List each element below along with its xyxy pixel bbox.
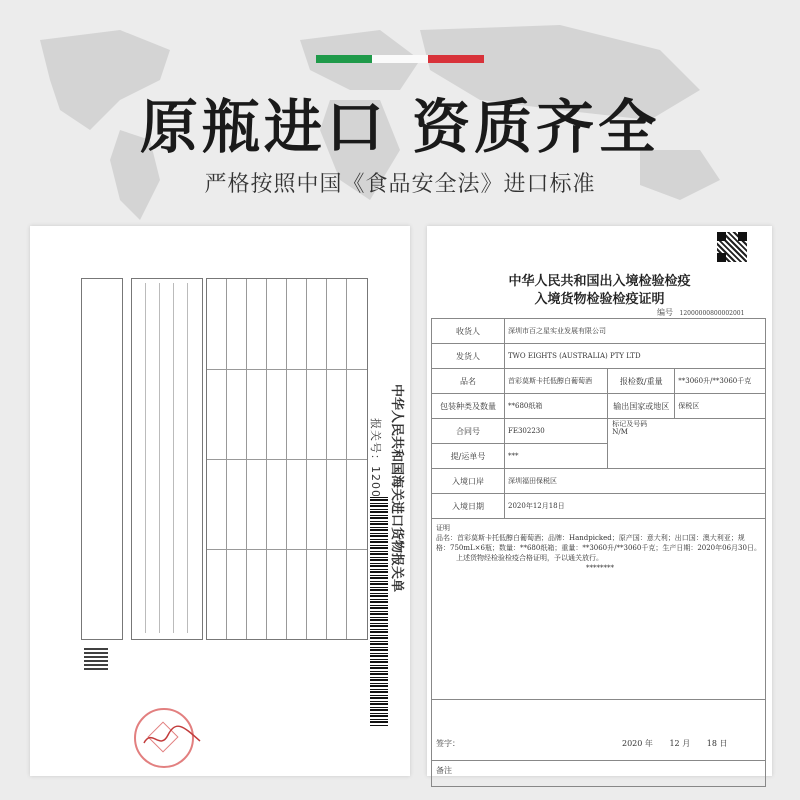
- certificate-table: [431, 318, 766, 787]
- packing-label: 包装种类及数量: [432, 394, 505, 419]
- bill-of-lading-label: 提/运单号: [432, 444, 505, 469]
- subheadline: 严格按照中国《食品安全法》进口标准: [204, 172, 596, 197]
- note-cell: [432, 761, 766, 787]
- contract-label: 合同号: [432, 419, 505, 444]
- certification-cell: [432, 519, 766, 700]
- consignee-value: 深圳市百之星实业发展有限公司: [505, 319, 766, 344]
- flag-red: [428, 55, 484, 63]
- product-value: 首彩莫斯卡托低醇白葡萄酒: [505, 369, 608, 394]
- product-label: 品名: [432, 369, 505, 394]
- customs-form-grid: [206, 278, 368, 640]
- signature-date: [622, 738, 727, 749]
- customs-form-rotated: [68, 268, 408, 708]
- certification-line-3: 上述货物经检验检疫合格证明，予以通关放行。: [456, 554, 603, 562]
- certificate-number-value: 12000000800002001: [679, 310, 745, 317]
- certification-end-mark: ********: [586, 564, 614, 572]
- sign-month-unit: 月: [682, 739, 691, 748]
- table-row: [432, 394, 766, 419]
- packing-value: **680纸箱: [505, 394, 608, 419]
- contract-value: FE302230: [505, 419, 608, 444]
- origin-label: 输出国家或地区: [608, 394, 675, 419]
- quantity-label: 报检数/重量: [608, 369, 675, 394]
- entry-date-value: 2020年12月18日: [505, 494, 766, 519]
- customs-declaration-document: [30, 226, 410, 776]
- sign-day: 18: [706, 739, 717, 748]
- signature-cell: [432, 700, 766, 761]
- certificate-number-label: 编号: [657, 308, 673, 317]
- marks-cell: [608, 419, 766, 469]
- certificate-title-line2: 入境货物检验检疫证明: [534, 292, 665, 307]
- signature-label: 签字：: [436, 739, 460, 748]
- table-row: [432, 761, 766, 787]
- marks-label: 标记及号码: [612, 420, 648, 428]
- consignor-label: 发货人: [432, 344, 505, 369]
- table-row: [432, 519, 766, 700]
- consignor-value: TWO EIGHTS (AUSTRALIA) PTY LTD: [505, 344, 766, 369]
- qr-code-icon: [84, 648, 108, 672]
- origin-value: 保税区: [675, 394, 766, 419]
- flag-white: [372, 55, 428, 63]
- customs-goods-table: [131, 278, 203, 640]
- qr-code-icon: [717, 232, 747, 262]
- consignee-label: 收货人: [432, 319, 505, 344]
- flag-green: [316, 55, 372, 63]
- table-row: [432, 344, 766, 369]
- sign-day-unit: 日: [719, 739, 728, 748]
- table-row: [432, 319, 766, 344]
- certification-line-2: 格：750mL×6瓶；数量：**680纸箱；重量：**3060升/**3060千克；生产日期：2020年06月30日。: [436, 544, 761, 552]
- inspection-certificate-document: [427, 226, 772, 776]
- customs-form-title: 中华人民共和国海关进口货物报关单: [389, 383, 404, 592]
- sign-year-unit: 年: [644, 739, 653, 748]
- marks-value: N/M: [612, 428, 628, 436]
- bill-of-lading-value: ***: [505, 444, 608, 469]
- sign-month: 12: [669, 739, 680, 748]
- note-label: 备注: [436, 766, 452, 775]
- table-row: [432, 494, 766, 519]
- sign-year: 2020: [622, 739, 643, 748]
- table-row: [432, 700, 766, 761]
- headline: 原瓶进口 资质齐全: [139, 93, 661, 161]
- certification-label: 证明: [436, 524, 450, 532]
- table-row: [432, 469, 766, 494]
- table-row: [432, 419, 766, 444]
- quantity-value: **3060升/**3060千克: [675, 369, 766, 394]
- entry-port-label: 入境口岸: [432, 469, 505, 494]
- entry-port-value: 深圳福田保税区: [505, 469, 766, 494]
- certificate-number: [657, 307, 744, 318]
- certification-line-1: 品名：首彩莫斯卡托低醇白葡萄酒；品牌：Handpicked；原产国：意大利；出口国：澳大利亚；规: [436, 534, 745, 542]
- table-row: [432, 369, 766, 394]
- customs-form-footer: [81, 278, 123, 640]
- signature-scribble: [142, 723, 202, 753]
- entry-date-label: 入境日期: [432, 494, 505, 519]
- barcode-icon: [370, 496, 388, 726]
- certificate-title-line1: 中华人民共和国出入境检验检疫: [508, 274, 691, 289]
